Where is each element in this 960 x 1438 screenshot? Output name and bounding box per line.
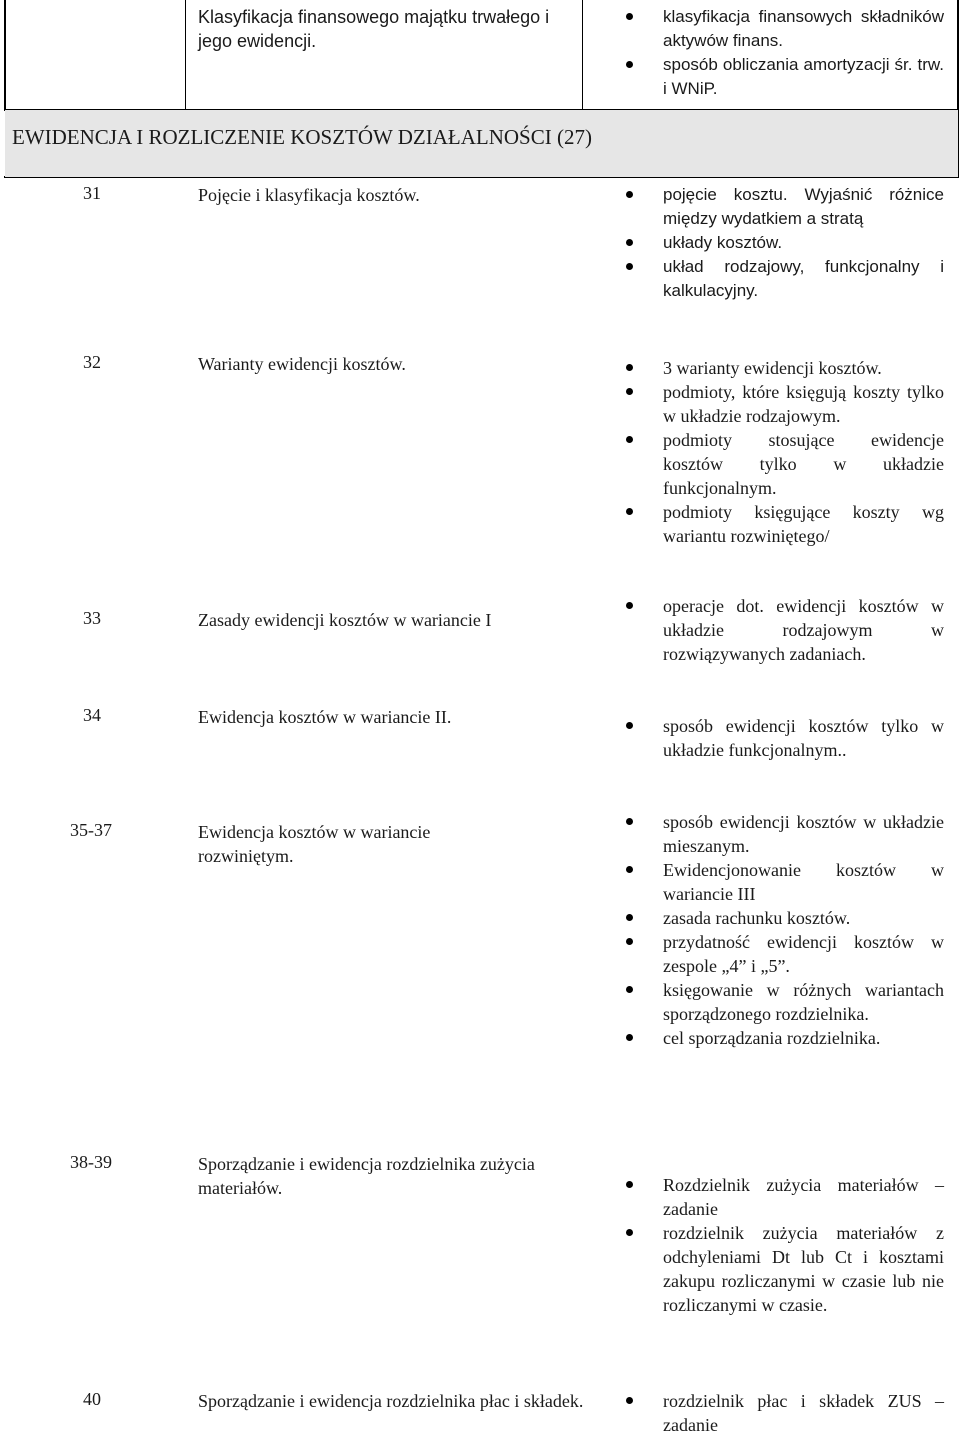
- row-bullets: [626, 356, 944, 548]
- row-number: 33: [83, 608, 101, 628]
- row-number: 38-39: [70, 1152, 112, 1172]
- list-item: cel sporządzania rozdzielnika.: [626, 1026, 944, 1050]
- list-item: pojęcie kosztu. Wyjaśnić różnice między wydatkiem a stratą: [626, 183, 944, 231]
- row-number: 34: [83, 705, 101, 725]
- top-row-topic: Klasyfikacja finansowego majątku trwałego i jego ewidencji.: [198, 7, 550, 51]
- list-item: 3 warianty ewidencji kosztów.: [626, 356, 944, 380]
- list-item: księgowanie w różnych wariantach sporządzonego rozdzielnika.: [626, 978, 944, 1026]
- list-item: sposób ewidencji kosztów tylko w układzie funkcjonalnym..: [626, 714, 944, 762]
- list-item: Rozdzielnik zużycia materiałów – zadanie: [626, 1173, 944, 1221]
- row-topic: Ewidencja kosztów w wariancie II.: [198, 707, 452, 727]
- list-item: podmioty stosujące ewidencje kosztów tylko w układzie funkcjonalnym.: [626, 428, 944, 500]
- list-item: przydatność ewidencji kosztów w zespole „4” i „5”.: [626, 930, 944, 978]
- list-item: sposób ewidencji kosztów w układzie mieszanym.: [626, 810, 944, 858]
- row-bullets: [626, 714, 944, 762]
- row-number: 35-37: [70, 820, 112, 840]
- list-item: układy kosztów.: [626, 231, 944, 255]
- list-item: układ rodzajowy, funkcjonalny i kalkulacyjny.: [626, 255, 944, 303]
- row-bullets: [626, 1173, 944, 1317]
- row-bullets: [626, 1389, 944, 1437]
- row-topic: Pojęcie i klasyfikacja kosztów.: [198, 185, 420, 205]
- row-bullets: [626, 810, 944, 1050]
- row-number: 40: [83, 1389, 101, 1409]
- list-item: operacje dot. ewidencji kosztów w układzie rodzajowym w rozwiązywanych zadaniach.: [626, 594, 944, 666]
- row-topic: Ewidencja kosztów w wariancie rozwiniętym.: [198, 822, 431, 866]
- row-bullets: [626, 183, 944, 303]
- list-item: Ewidencjonowanie kosztów w wariancie III: [626, 858, 944, 906]
- list-item: podmioty, które księgują koszty tylko w układzie rodzajowym.: [626, 380, 944, 428]
- row-number: 31: [83, 183, 101, 203]
- row-number: 32: [83, 352, 101, 372]
- row-topic: Zasady ewidencji kosztów w wariancie I: [198, 610, 492, 630]
- row-topic: Warianty ewidencji kosztów.: [198, 354, 406, 374]
- list-item: zasada rachunku kosztów.: [626, 906, 944, 930]
- table-border-left: [4, 0, 6, 110]
- top-row-bullets: [626, 5, 944, 101]
- list-item: klasyfikacja finansowych składników aktywów finans.: [626, 5, 944, 53]
- list-item: rozdzielnik zużycia materiałów z odchyleniami Dt lub Ct i kosztami zakupu rozliczanymi w czasie lub nie rozliczanymi w czasie.: [626, 1221, 944, 1317]
- list-item: rozdzielnik płac i składek ZUS – zadanie: [626, 1389, 944, 1437]
- list-item: podmioty księgujące koszty wg wariantu rozwiniętego/: [626, 500, 944, 548]
- column-divider: [185, 0, 186, 110]
- list-item: sposób obliczania amortyzacji śr. trw. i WNiP.: [626, 53, 944, 101]
- column-divider: [582, 0, 583, 110]
- row-topic: Sporządzanie i ewidencja rozdzielnika płac i składek.: [198, 1391, 584, 1411]
- section-title: EWIDENCJA I ROZLICZENIE KOSZTÓW DZIAŁALNOŚCI (27): [12, 125, 592, 149]
- row-topic: Sporządzanie i ewidencja rozdzielnika zużycia materiałów.: [198, 1154, 535, 1198]
- row-bullets: [626, 594, 944, 666]
